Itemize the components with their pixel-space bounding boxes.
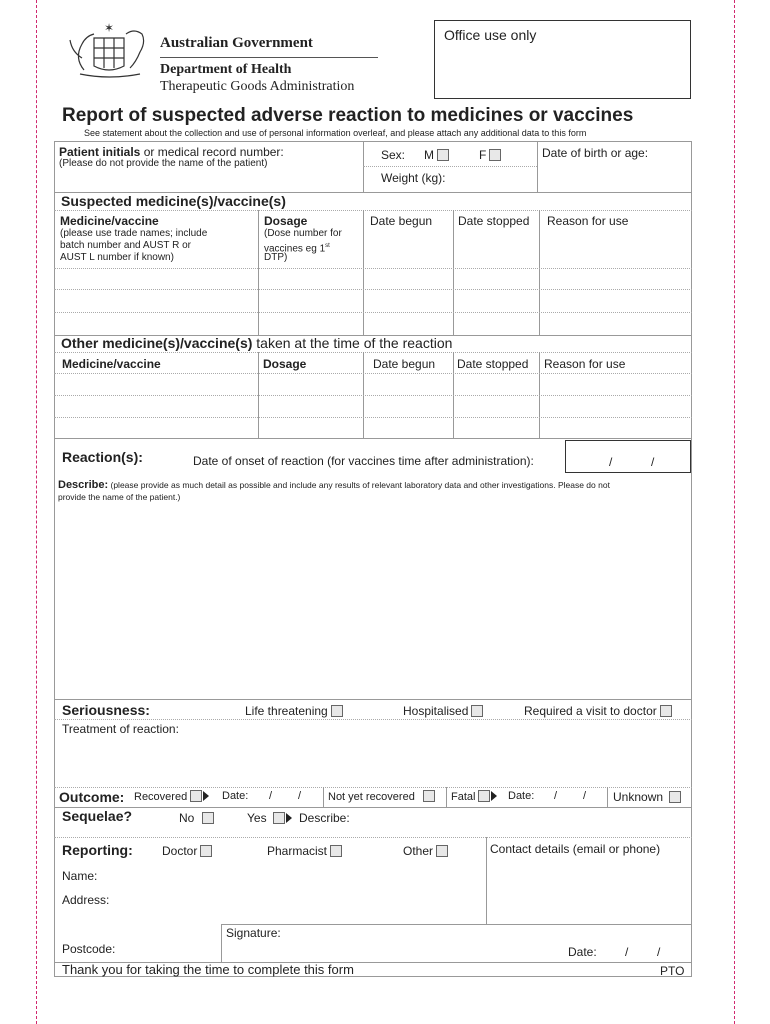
col-dosage-note-3: DTP) xyxy=(264,252,288,263)
other-rows[interactable] xyxy=(54,373,692,438)
col-medicine: Medicine/vaccine xyxy=(60,214,159,228)
doctor-checkbox[interactable] xyxy=(200,845,212,857)
sex-m-checkbox[interactable] xyxy=(437,149,449,161)
signature-field[interactable] xyxy=(222,940,562,962)
col-medicine-note-3: AUST L number if known) xyxy=(60,252,174,263)
agency-name: Therapeutic Goods Administration xyxy=(160,79,355,94)
hospitalised[interactable]: Hospitalised xyxy=(403,704,483,718)
recovered-date-label: Date: xyxy=(222,790,249,802)
office-use-label: Office use only xyxy=(444,27,537,43)
suspected-heading: Suspected medicine(s)/vaccine(s) xyxy=(61,193,286,209)
col-date-stopped: Date stopped xyxy=(458,214,530,228)
report-date-label: Date: xyxy=(568,945,597,959)
pharmacist-checkbox[interactable] xyxy=(330,845,342,857)
recovered-date-sep-1: / xyxy=(269,790,273,802)
other-heading: Other medicine(s)/vaccine(s) taken at the time of the reaction xyxy=(61,335,453,351)
outcome-not-recovered[interactable]: Not yet recovered xyxy=(328,790,435,803)
other-col-reason: Reason for use xyxy=(544,357,626,371)
dob-label: Date of birth or age: xyxy=(542,146,649,160)
pto-text: PTO xyxy=(660,964,685,978)
fatal-checkbox[interactable] xyxy=(478,790,490,802)
contact-field[interactable] xyxy=(487,858,692,924)
sex-f[interactable]: F xyxy=(479,148,501,162)
suspected-rows[interactable] xyxy=(54,268,692,335)
gov-name: Australian Government xyxy=(160,35,313,51)
recovered-date-sep-2: / xyxy=(298,790,302,802)
sex-label: Sex: xyxy=(381,148,406,162)
seriousness-heading: Seriousness: xyxy=(62,702,150,718)
patient-initials-note: (Please do not provide the name of the patient) xyxy=(59,158,268,169)
logo-divider xyxy=(160,57,378,58)
reporting-pharmacist[interactable]: Pharmacist xyxy=(267,844,342,858)
unknown-checkbox[interactable] xyxy=(669,791,681,803)
col-medicine-note-2: batch number and AUST R or xyxy=(60,240,191,251)
reaction-heading: Reaction(s): xyxy=(62,449,143,465)
describe-label: Describe: (please provide as much detail as possible and include any results of relevant laboratory data and other investigations. Please do not xyxy=(58,479,610,491)
other-col-dosage: Dosage xyxy=(263,357,307,371)
onset-label: Date of onset of reaction (for vaccines time after administration): xyxy=(193,454,534,468)
col-dosage: Dosage xyxy=(264,214,308,228)
sex-m[interactable]: M xyxy=(424,148,449,162)
arrow-right-icon xyxy=(286,813,292,823)
divider xyxy=(537,141,538,192)
patient-initials-field[interactable] xyxy=(54,172,363,192)
divider xyxy=(607,787,608,807)
arrow-right-icon xyxy=(203,791,209,801)
hospitalised-checkbox[interactable] xyxy=(471,705,483,717)
outcome-recovered[interactable]: Recovered xyxy=(134,790,209,803)
divider xyxy=(54,837,692,838)
address-label: Address: xyxy=(62,893,110,907)
divider xyxy=(54,807,692,808)
divider xyxy=(54,352,692,353)
divider xyxy=(446,787,447,807)
other-col-date-begun: Date begun xyxy=(373,357,436,371)
col-date-begun: Date begun xyxy=(370,214,433,228)
thanks-text: Thank you for taking the time to complete this form xyxy=(62,962,354,977)
divider xyxy=(221,924,692,925)
page-subtitle: See statement about the collection and use of personal information overleaf, and please attach any additional data to this form xyxy=(84,128,587,138)
life-threatening-checkbox[interactable] xyxy=(331,705,343,717)
coat-of-arms-icon xyxy=(64,18,154,80)
name-label: Name: xyxy=(62,869,98,883)
divider xyxy=(54,787,692,788)
other-col-date-stopped: Date stopped xyxy=(457,357,529,371)
fatal-date-sep-1: / xyxy=(554,790,558,802)
report-date-sep-2: / xyxy=(657,945,661,959)
divider xyxy=(54,699,692,700)
postcode-label: Postcode: xyxy=(62,942,116,956)
onset-date-field[interactable] xyxy=(565,440,691,473)
arrow-right-icon xyxy=(491,791,497,801)
required-visit[interactable]: Required a visit to doctor xyxy=(524,704,672,718)
divider xyxy=(54,210,692,211)
describe-field[interactable] xyxy=(54,504,692,699)
life-threatening[interactable]: Life threatening xyxy=(245,704,343,718)
outcome-fatal[interactable]: Fatal xyxy=(451,790,497,803)
describe-note: provide the name of the patient.) xyxy=(58,492,181,502)
other-col-medicine: Medicine/vaccine xyxy=(62,357,161,371)
col-reason: Reason for use xyxy=(547,214,629,228)
page-title: Report of suspected adverse reaction to medicines or vaccines xyxy=(62,105,634,126)
sex-f-checkbox[interactable] xyxy=(489,149,501,161)
treatment-label: Treatment of reaction: xyxy=(62,722,179,736)
sequelae-yes-checkbox[interactable] xyxy=(273,812,285,824)
divider xyxy=(54,719,692,720)
fatal-date-sep-2: / xyxy=(583,790,587,802)
recovered-checkbox[interactable] xyxy=(190,790,202,802)
sequelae-describe-label: Describe: xyxy=(299,811,350,825)
other-checkbox[interactable] xyxy=(436,845,448,857)
onset-date-sep-1: / xyxy=(609,455,613,469)
treatment-field[interactable] xyxy=(54,737,692,787)
divider xyxy=(54,438,692,439)
reporting-other[interactable]: Other xyxy=(403,844,448,858)
reporting-heading: Reporting: xyxy=(62,842,133,858)
weight-label: Weight (kg): xyxy=(381,171,446,185)
sequelae-heading: Sequelae? xyxy=(62,808,133,824)
outcome-heading: Outcome: xyxy=(59,789,125,805)
sequelae-no[interactable]: No xyxy=(179,811,214,825)
sequelae-yes[interactable]: Yes xyxy=(247,811,292,825)
onset-date-sep-2: / xyxy=(651,455,655,469)
cut-line-right xyxy=(734,0,735,1024)
patient-initials-label: Patient initials or medical record number: xyxy=(59,145,284,159)
divider xyxy=(323,787,324,807)
divider xyxy=(363,166,537,167)
contact-label: Contact details (email or phone) xyxy=(490,842,661,856)
outcome-unknown[interactable]: Unknown xyxy=(613,790,681,804)
svg-text:✶: ✶ xyxy=(104,21,115,35)
fatal-date-label: Date: xyxy=(508,790,535,802)
report-date-sep-1: / xyxy=(625,945,629,959)
not-recovered-checkbox[interactable] xyxy=(423,790,435,802)
required-visit-checkbox[interactable] xyxy=(660,705,672,717)
col-dosage-note-2: vaccines eg 1st xyxy=(264,243,330,255)
col-dosage-note-1: (Dose number for xyxy=(264,228,342,239)
signature-label: Signature: xyxy=(226,926,281,940)
dept-name: Department of Health xyxy=(160,62,292,77)
cut-line-left xyxy=(36,0,37,1024)
col-medicine-note-1: (please use trade names; include xyxy=(60,228,208,239)
reporting-doctor[interactable]: Doctor xyxy=(162,844,212,858)
sequelae-no-checkbox[interactable] xyxy=(202,812,214,824)
